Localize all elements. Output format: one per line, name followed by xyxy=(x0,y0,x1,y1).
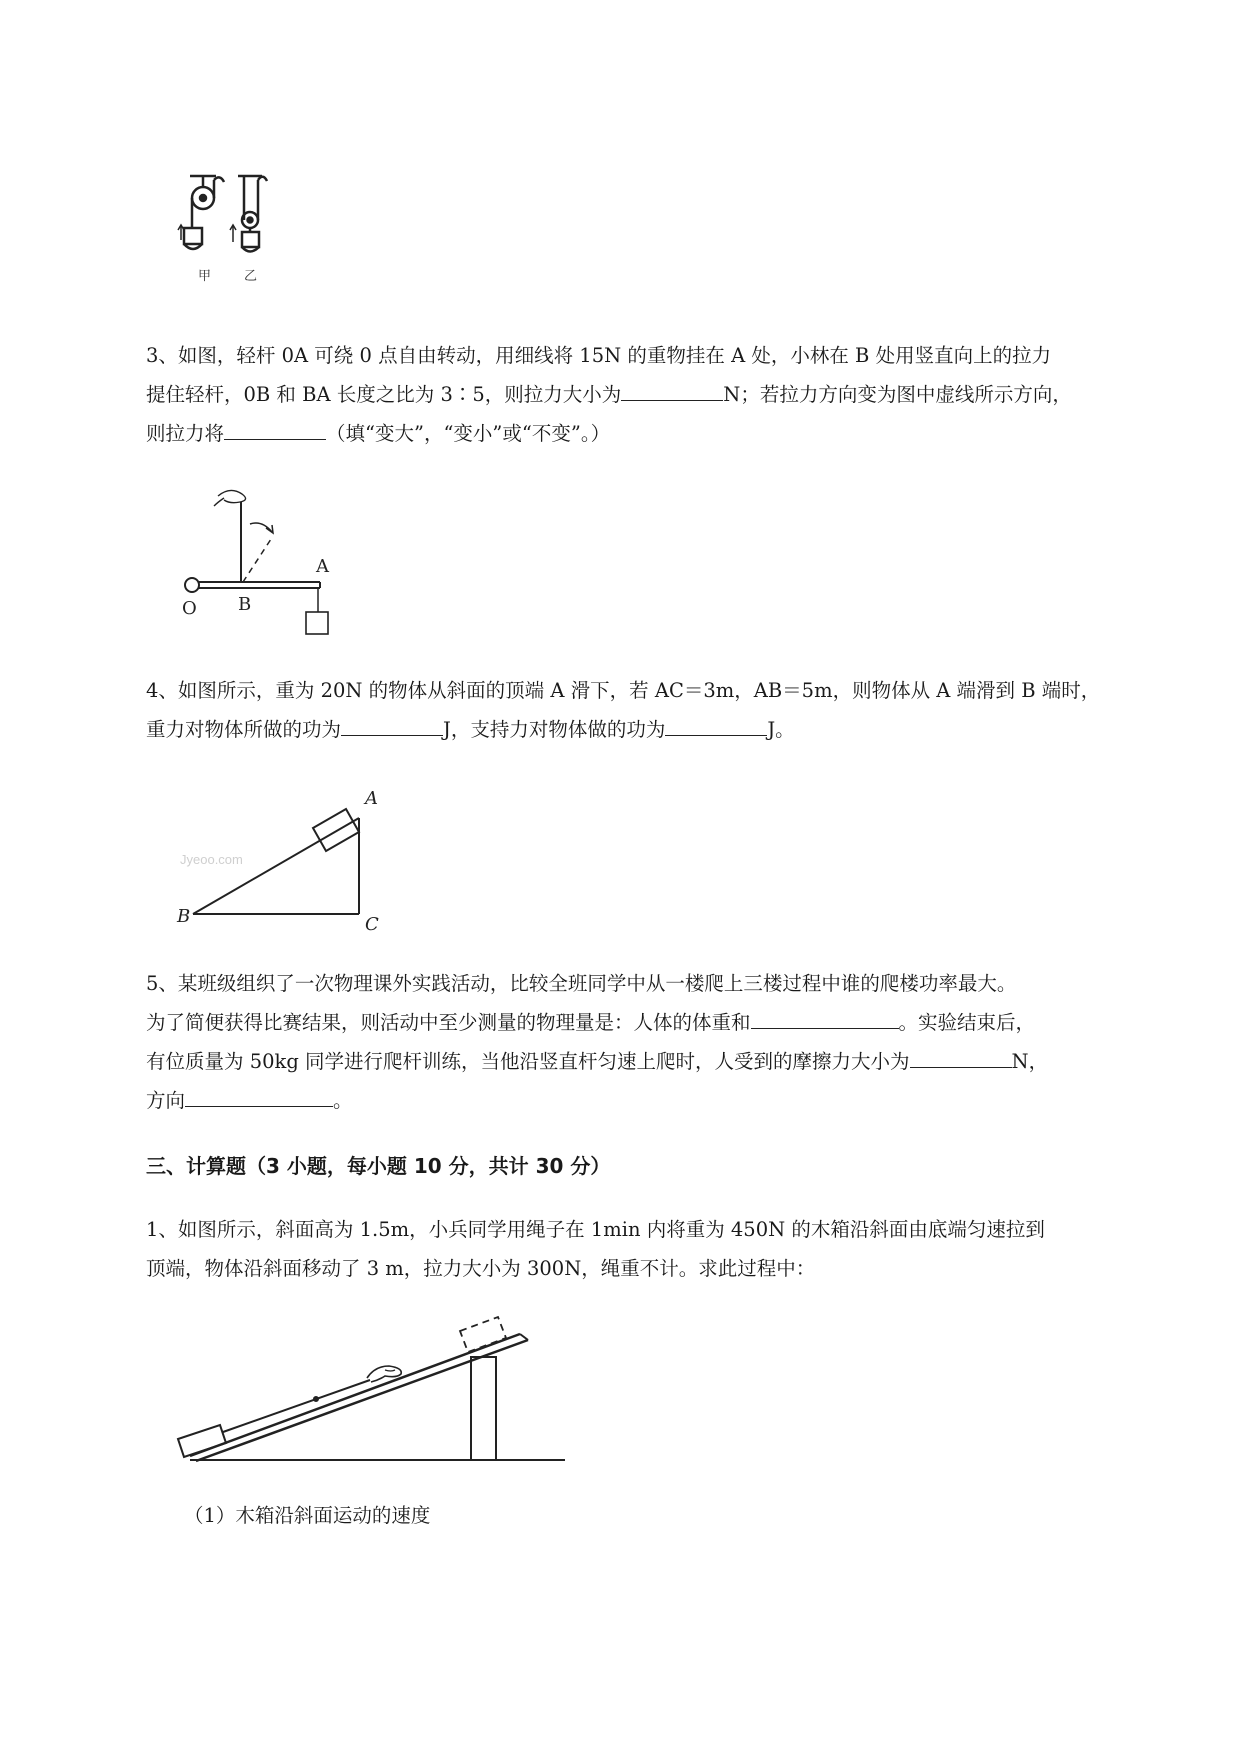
section-heading: 三、计算题（3 小题，每小题 10 分，共计 30 分） xyxy=(146,1154,611,1178)
answer-blank[interactable] xyxy=(341,715,443,736)
q4-line-2: 重力对物体所做的功为 J，支持力对物体做的功为 J。 xyxy=(146,710,1166,749)
lever-figure xyxy=(178,484,348,644)
incline-label-c: C xyxy=(365,914,379,935)
c1-line-2: 顶端，物体沿斜面移动了 3 m，拉力大小为 300N，绳重不计。求此过程中： xyxy=(146,1257,816,1280)
q4-line-1: 4、如图所示，重为 20N 的物体从斜面的顶端 A 滑下，若 AC＝3m，AB＝5m，则物体从 A 端滑到 B 端时， xyxy=(146,679,1101,702)
pulley-label-right: 乙 xyxy=(244,269,258,284)
calc-question-1 xyxy=(146,1210,1166,1288)
incline-figure xyxy=(175,780,395,940)
question-4 xyxy=(146,671,1166,749)
answer-blank[interactable] xyxy=(910,1047,1012,1068)
ramp-figure xyxy=(170,1310,570,1470)
q5-line-2: 为了简便获得比赛结果，则活动中至少测量的物理量是：人体的体重和 。实验结束后， xyxy=(146,1003,1166,1042)
q3-line-3: 则拉力将 （填“变大”，“变小”或“不变”。） xyxy=(146,414,1166,453)
answer-blank[interactable] xyxy=(751,1008,899,1029)
lever-label-a: A xyxy=(316,556,329,577)
answer-blank[interactable] xyxy=(621,380,723,401)
pulley-figure xyxy=(170,168,280,293)
q3-line-1: 3、如图，轻杆 0A 可绕 0 点自由转动，用细线将 15N 的重物挂在 A 处，小林在 B 处用竖直向上的拉力 xyxy=(146,344,1052,367)
incline-watermark: Jyeoo.com xyxy=(180,852,243,867)
lever-label-b: B xyxy=(238,594,252,615)
q5-line-3: 有位质量为 50kg 同学进行爬杆训练，当他沿竖直杆匀速上爬时，人受到的摩擦力大小为 N， xyxy=(146,1042,1166,1081)
question-3 xyxy=(146,336,1166,453)
c1-line-1: 1、如图所示，斜面高为 1.5m，小兵同学用绳子在 1min 内将重为 450N 的木箱沿斜面由底端匀速拉到 xyxy=(146,1218,1045,1241)
answer-blank[interactable] xyxy=(665,715,767,736)
incline-label-a: A xyxy=(365,788,378,809)
q5-line-4: 方向 。 xyxy=(146,1081,1166,1120)
q3-line-2: 提住轻杆，0B 和 BA 长度之比为 3∶5，则拉力大小为 N；若拉力方向变为图中虚线所示方向， xyxy=(146,375,1166,414)
question-5 xyxy=(146,964,1166,1120)
q5-line-1: 5、某班级组织了一次物理课外实践活动，比较全班同学中从一楼爬上三楼过程中谁的爬楼功率最大。 xyxy=(146,972,1017,995)
incline-label-b: B xyxy=(177,906,191,927)
answer-blank[interactable] xyxy=(185,1086,333,1107)
pulley-label-left: 甲 xyxy=(198,269,212,284)
answer-blank[interactable] xyxy=(224,419,326,440)
calc-sub-question-1: （1）木箱沿斜面运动的速度 xyxy=(184,1504,431,1527)
lever-label-o: O xyxy=(182,598,197,619)
